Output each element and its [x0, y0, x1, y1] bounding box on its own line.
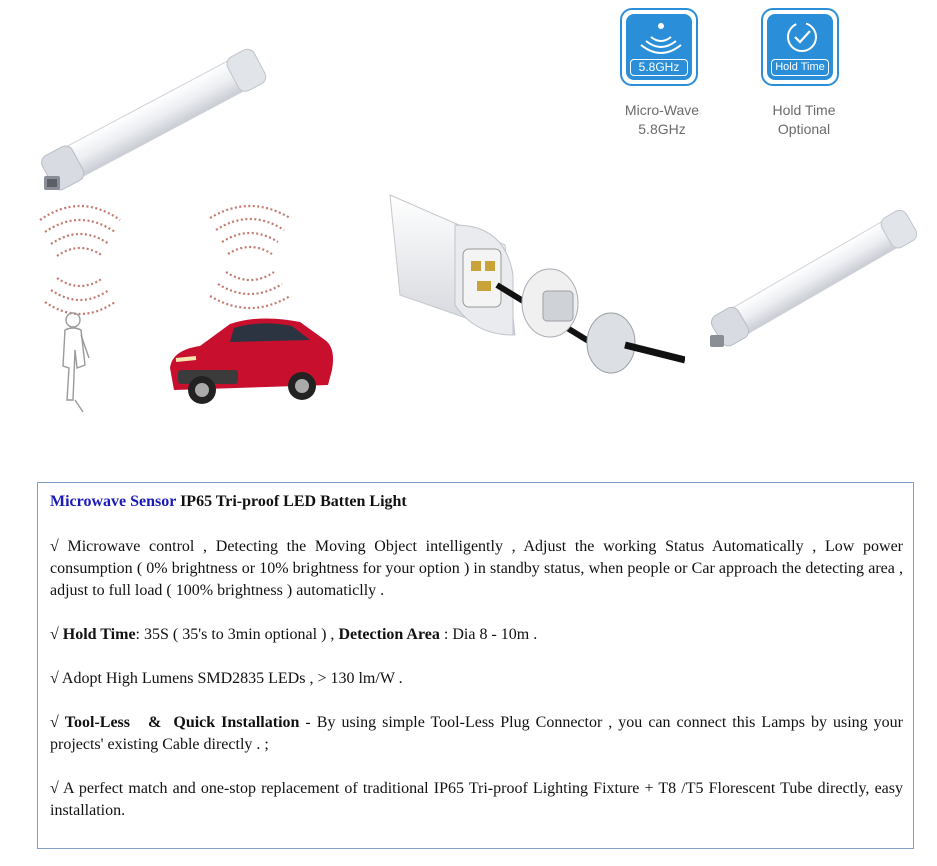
hold-time-label-line2: Optional [777, 121, 831, 137]
hold-time-badge: Hold Time [771, 59, 829, 76]
title-rest: IP65 Tri-proof LED Batten Light [176, 493, 407, 510]
feature-leds: √ Adopt High Lumens SMD2835 LEDs , > 130 lm/W . [50, 670, 403, 687]
hold-time-label-line1: Hold Time [772, 102, 836, 118]
microwave-label-line2: 5.8GHz [638, 121, 686, 137]
microwave-label [607, 101, 717, 139]
hold-time-label [749, 101, 859, 139]
title-highlight: Microwave Sensor [50, 493, 177, 510]
feature-hold-time [50, 624, 903, 646]
product-title [50, 491, 903, 513]
detection-area-heading: Detection Area [338, 626, 440, 643]
microwave-badge: 5.8GHz [630, 59, 688, 76]
hold-time-value: : 35S ( 35's to 3min optional ) , [135, 626, 339, 643]
tool-less-text: - By using simple Tool-Less Plug Connector , you can connect this Lamps by using your projects' existing Cable directly . ; [50, 714, 903, 753]
car-detection-image [160, 200, 340, 420]
feature-microwave-control: √ Microwave control , Detecting the Moving Object intelligently , Adjust the working Status Automatically , Low power consumption ( 0% brightness or 10% brightness for your option ) in standby status, when people or Car approach the detecting area , adjust to full load ( 100% brightness ) automaticlly . [50, 538, 903, 599]
microwave-sensor-icon [620, 8, 698, 86]
detection-area-value: : Dia 8 - 10m . [439, 626, 538, 643]
batten-light-image-top-left [30, 40, 280, 200]
hold-time-icon [761, 8, 839, 86]
hold-time-heading: Hold Time [62, 626, 136, 643]
pedestrian-detection-image [25, 200, 145, 420]
product-description-box [37, 482, 914, 849]
feature-tool-less [50, 712, 903, 756]
wave-icon [636, 20, 686, 56]
check-mark: √ [50, 626, 63, 643]
connector-closeup-image [385, 185, 685, 385]
check-mark: √ [50, 714, 65, 731]
batten-light-image-right [700, 195, 935, 360]
clock-check-icon [785, 20, 819, 54]
tool-less-heading: Tool-Less & Quick Installation [64, 714, 300, 731]
feature-replacement: √ A perfect match and one-stop replacement of traditional IP65 Tri-proof Lighting Fixture + T8 /T5 Florescent Tube directly, easy installation. [50, 780, 903, 819]
microwave-label-line1: Micro-Wave [624, 102, 700, 118]
